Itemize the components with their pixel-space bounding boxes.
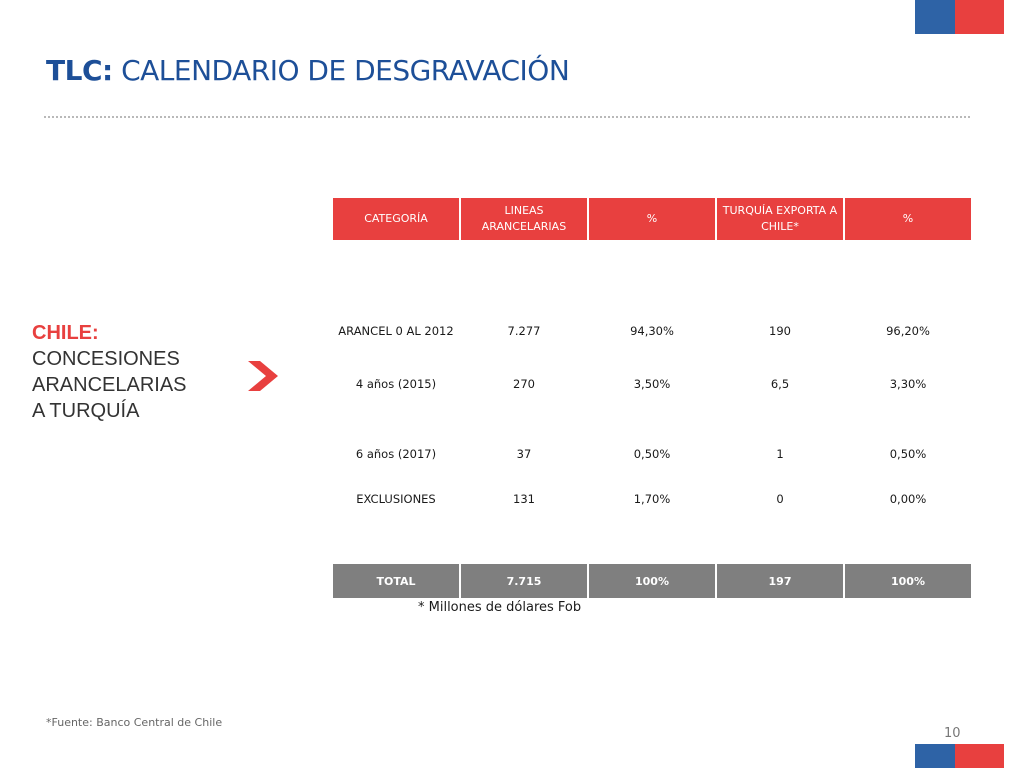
flag-blue-block [915,0,955,34]
table-total-cell: 197 [717,564,843,598]
table-row [333,492,971,532]
table-header-cell: LINEAS ARANCELARIAS [461,198,587,240]
flag-decoration-bottom [915,744,1004,768]
table-row [333,240,971,352]
table-row [333,352,971,416]
table-cell: 190 [769,324,791,338]
flag-blue-block [915,744,955,768]
table-spacer-row [333,532,971,564]
table-total-cell: 7.715 [461,564,587,598]
title-strong: TLC: [46,54,113,87]
title-rest: CALENDARIO DE DESGRAVACIÓN [121,54,570,87]
table-cell: 270 [513,377,535,391]
table-header-cell: % [589,198,715,240]
side-caption-line: ARANCELARIAS [32,374,187,396]
flag-red-block [955,0,1004,34]
flag-decoration-top [915,0,1004,34]
table-cell: 7.277 [507,324,541,338]
table-cell: 1,70% [633,492,671,506]
table-cell: 96,20% [886,324,930,338]
page-number: 10 [944,726,961,741]
table-total-row [333,564,971,598]
footnote-units: * Millones de dólares Fob [418,600,582,615]
table-header-cell: CATEGORÍA [333,198,459,240]
chevron-right-icon [246,359,280,393]
table-cell: 131 [513,492,535,506]
side-caption [32,320,187,424]
table-cell: 3,50% [633,377,671,391]
table-total-cell: 100% [845,564,971,598]
side-caption-line: CONCESIONES [32,348,180,370]
table-cell: 0,00% [889,492,927,506]
table-header-cell: TURQUÍA EXPORTA A CHILE* [717,198,843,240]
table-cell: 6 años (2017) [355,447,437,461]
table-cell: ARANCEL 0 AL 2012 [338,324,454,338]
table-cell: 3,30% [889,377,927,391]
table-cell: 0,50% [889,447,927,461]
table-cell: EXCLUSIONES [356,492,436,506]
table-row [333,416,971,492]
table-cell: 37 [516,447,532,461]
table-total-cell: TOTAL [333,564,459,598]
dotted-divider [44,116,970,118]
table-total-cell: 100% [589,564,715,598]
flag-red-block [955,744,1004,768]
table-cell: 0,50% [633,447,671,461]
side-caption-highlight: CHILE: [32,322,99,344]
page-title [46,54,569,87]
tariff-table [331,198,973,598]
table-cell: 0 [776,492,784,506]
table-cell: 1 [776,447,784,461]
table-cell: 94,30% [630,324,674,338]
source-note: *Fuente: Banco Central de Chile [46,716,223,729]
table-cell: 6,5 [770,377,790,391]
side-caption-line: A TURQUÍA [32,400,140,422]
table-cell: 4 años (2015) [355,377,437,391]
table-header-row [333,198,971,240]
table-header-cell: % [845,198,971,240]
